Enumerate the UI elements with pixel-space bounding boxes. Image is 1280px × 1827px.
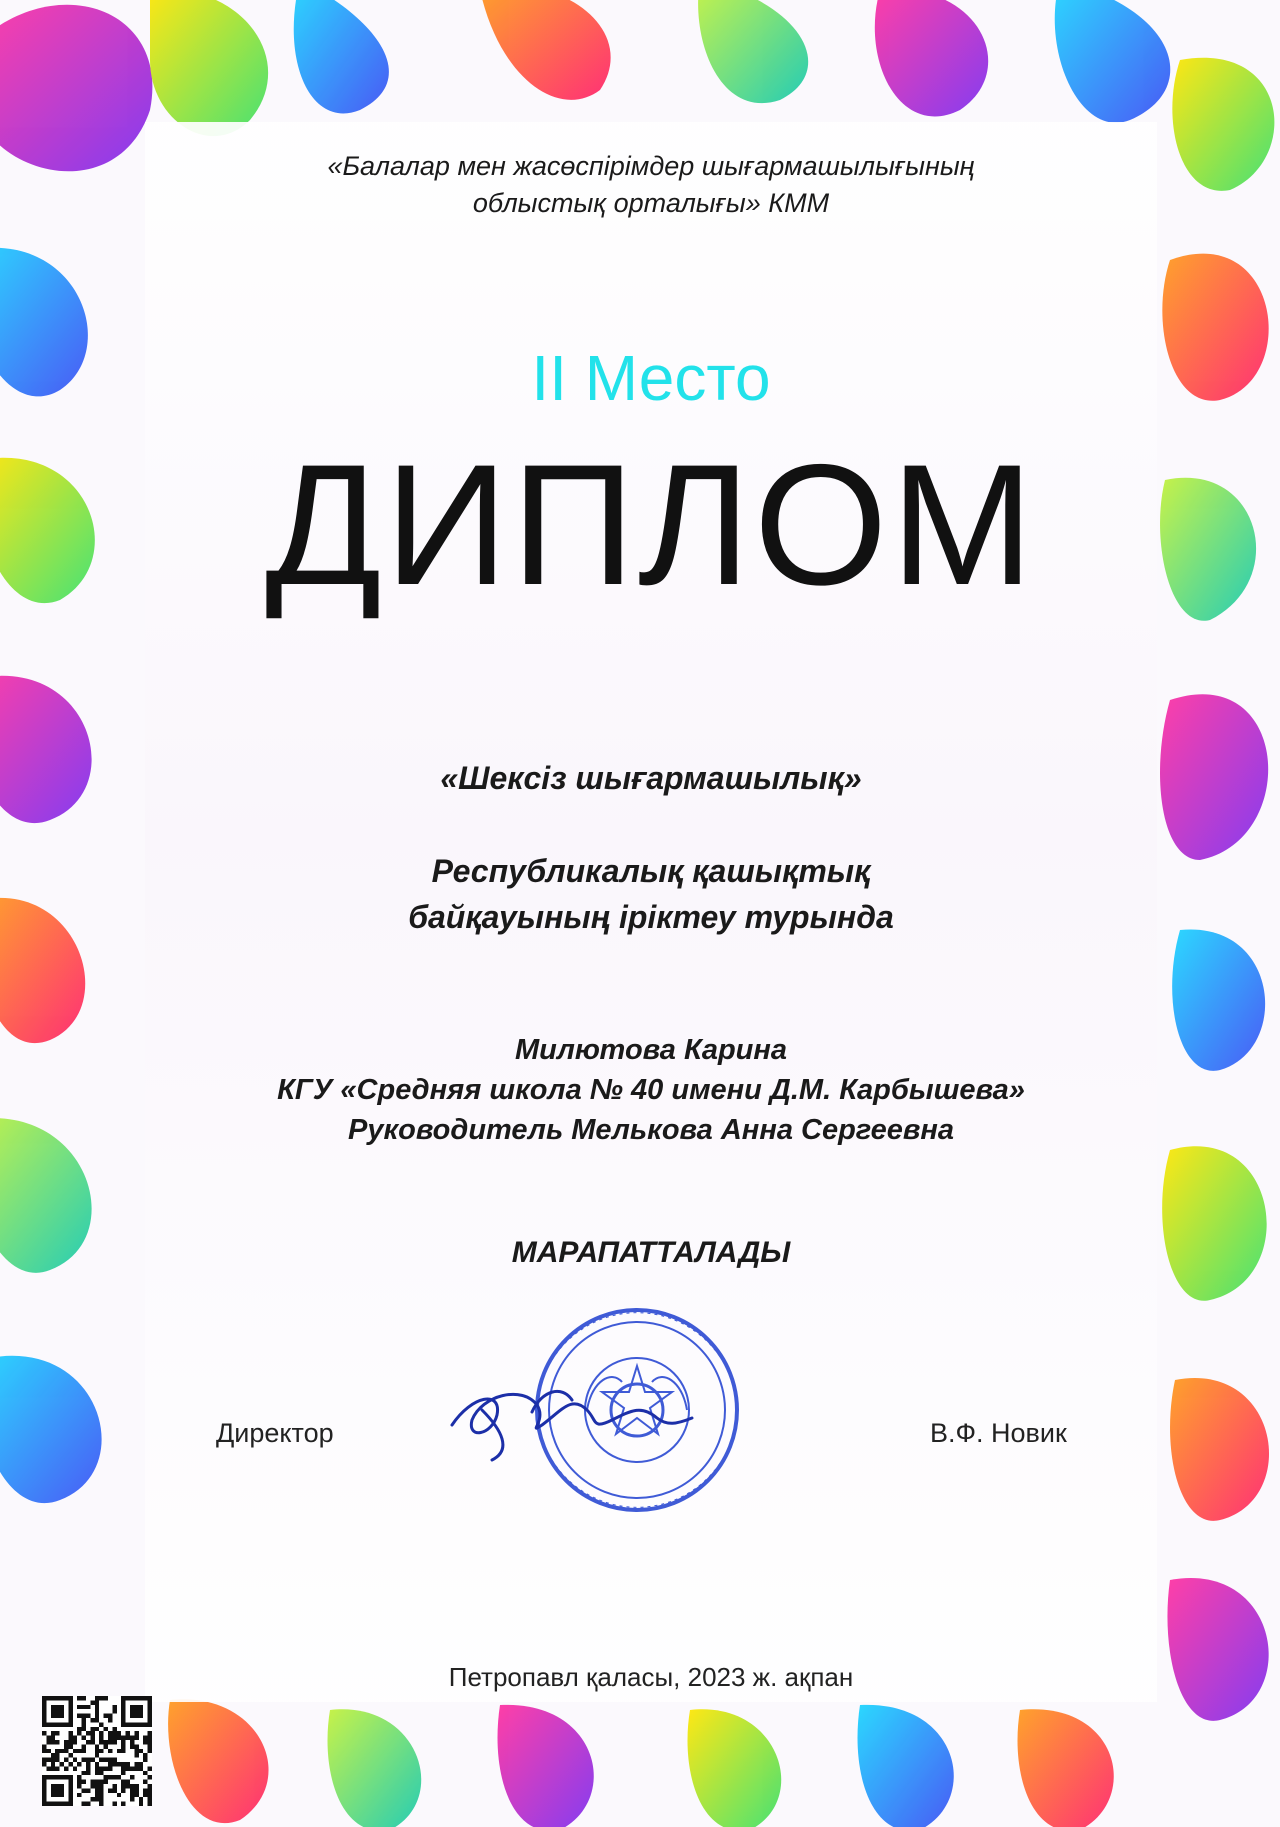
director-label: Директор — [216, 1418, 334, 1448]
award-word: МАРАПАТТАЛАДЫ — [511, 1236, 791, 1269]
director-name: В.Ф. Новик — [930, 1418, 1067, 1448]
official-seal-icon — [442, 1300, 772, 1520]
recipient-name: Милютова Карина — [514, 1034, 788, 1066]
contest-description-line-1: Республикалық қашықтық — [431, 853, 871, 889]
contest-description-line-2: байқауының іріктеу турында — [408, 899, 894, 935]
footer-city-date: Петропавл қаласы, 2023 ж. ақпан — [448, 1662, 854, 1692]
organization-name — [145, 148, 1157, 222]
contest-name: «Шексіз шығармашылық» — [440, 760, 862, 796]
organization-line-1: «Балалар мен жасөспірімдер шығармашылығының — [327, 151, 975, 181]
recipient-school: КГУ «Средняя школа № 40 имени Д.М. Карбышева» — [277, 1074, 1025, 1106]
recipient-leader: Руководитель Мелькова Анна Сергеевна — [348, 1114, 954, 1146]
contest-description — [145, 848, 1157, 940]
diploma-title: ДИПЛОМ — [265, 429, 1037, 621]
place-label: II Место — [531, 342, 771, 414]
organization-line-2: облыстық орталығы» КММ — [472, 188, 830, 218]
qr-code-icon — [42, 1696, 152, 1806]
recipient-block — [145, 1030, 1157, 1150]
